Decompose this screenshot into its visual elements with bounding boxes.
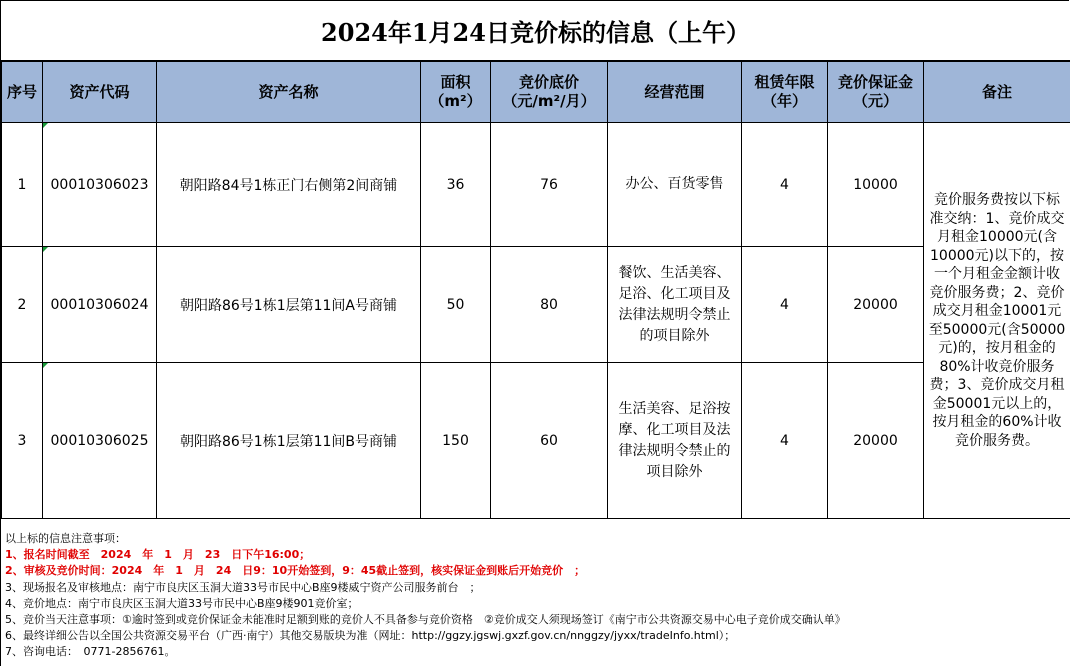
cell-deposit: 20000: [828, 247, 924, 363]
term-header-line2: （年）: [761, 92, 807, 110]
note-item: 4、竞价地点：南宁市良庆区玉洞大道33号市民中心B座9楼901竞价室；: [5, 596, 359, 610]
cell-index: 3: [2, 363, 43, 519]
note-item: 3、现场报名及审核地点：南宁市良庆区玉洞大道33号市民中心B座9楼威宁资产公司服务前台 ；: [5, 580, 481, 594]
deposit-header-line1: 竞价保证金: [837, 73, 913, 91]
table-row: [2, 123, 1070, 247]
cell-scope: 餐饮、生活美容、足浴、化工项目及法律法规明令禁止的项目除外: [608, 247, 742, 363]
cell-name: 朝阳路84号1栋正门右侧第2间商铺: [157, 123, 421, 247]
col-header-deposit: [828, 62, 924, 123]
col-header-scope: 经营范围: [608, 62, 742, 123]
cell-area: 50: [421, 247, 491, 363]
bid-table: [1, 61, 1070, 519]
col-header-area: [421, 62, 491, 123]
table-row: [2, 363, 1070, 519]
price-header-line1: 竞价底价: [518, 73, 579, 91]
cell-scope: 办公、百货零售: [608, 123, 742, 247]
deposit-header-line2: （元）: [852, 92, 898, 110]
cell-code: 00010306023: [43, 123, 157, 247]
cell-index: 1: [2, 123, 43, 247]
cell-deposit: 20000: [828, 363, 924, 519]
col-header-name: 资产名称: [157, 62, 421, 123]
cell-term: 4: [742, 363, 828, 519]
cell-code: 00010306024: [43, 247, 157, 363]
cell-term: 4: [742, 123, 828, 247]
cell-price: 76: [491, 123, 608, 247]
sheet-title: 2024年1月24日竞价标的信息（上午）: [1, 1, 1070, 61]
table-row: [2, 247, 1070, 363]
cell-index: 2: [2, 247, 43, 363]
col-header-price: [491, 62, 608, 123]
price-header-line2: （元/m²/月）: [502, 92, 596, 110]
col-header-code: 资产代码: [43, 62, 157, 123]
notes-heading: 以上标的信息注意事项：: [5, 532, 126, 545]
term-header-line1: 租赁年限: [754, 73, 815, 91]
area-header-line1: 面积: [440, 73, 471, 91]
cell-deposit: 10000: [828, 123, 924, 247]
area-header-line2: （m²）: [429, 92, 482, 110]
cell-remark: 竞价服务费按以下标准交纳：1、竞价成交月租金10000元(含10000元)以下的，按一个月租金金额计收竞价服务费；2、竞价成交月租金10001元至50000元(含50000元)的，按月租金的80%计收竞价服务费；3、竞价成交月租金50001元以上的，按月租金的60%计收竞价服务费。: [924, 123, 1070, 519]
cell-area: 150: [421, 363, 491, 519]
cell-area: 36: [421, 123, 491, 247]
note-item: 7、咨询电话： 0771-2856761。: [5, 645, 176, 659]
note-item: 6、最终详细公告以全国公共资源交易平台（广西·南宁）其他交易版块为准（网址：http://ggzy.jgswj.gxzf.gov.cn/nnggzy/jyxx/tradeInfo.html）；: [5, 629, 736, 643]
cell-scope: 生活美容、足浴按摩、化工项目及法律法规明令禁止的项目除外: [608, 363, 742, 519]
notes-section: [1, 518, 1070, 667]
cell-name: 朝阳路86号1栋1层第11间A号商铺: [157, 247, 421, 363]
cell-price: 80: [491, 247, 608, 363]
cell-term: 4: [742, 247, 828, 363]
cell-code: 00010306025: [43, 363, 157, 519]
cell-price: 60: [491, 363, 608, 519]
note-item: 1、报名时间截至 2024 年 1 月 23 日下午16:00；: [5, 548, 311, 562]
cell-name: 朝阳路86号1栋1层第11间B号商铺: [157, 363, 421, 519]
note-item: 5、竞价当天注意事项：①逾时签到或竞价保证金未能准时足额到账的竞价人不具备参与竞价资格 ②竞价成交人须现场签订《南宁市公共资源交易中心电子竞价成交确认单》: [5, 613, 846, 627]
note-item: 2、审核及竞价时间：2024 年 1 月 24 日9：10开始签到，9：45截止签到，核实保证金到账后开始竞价 ；: [5, 564, 586, 578]
col-header-remark: 备注: [924, 62, 1070, 123]
col-header-index: 序号: [2, 62, 43, 123]
col-header-term: [742, 62, 828, 123]
header-row: [2, 62, 1070, 123]
